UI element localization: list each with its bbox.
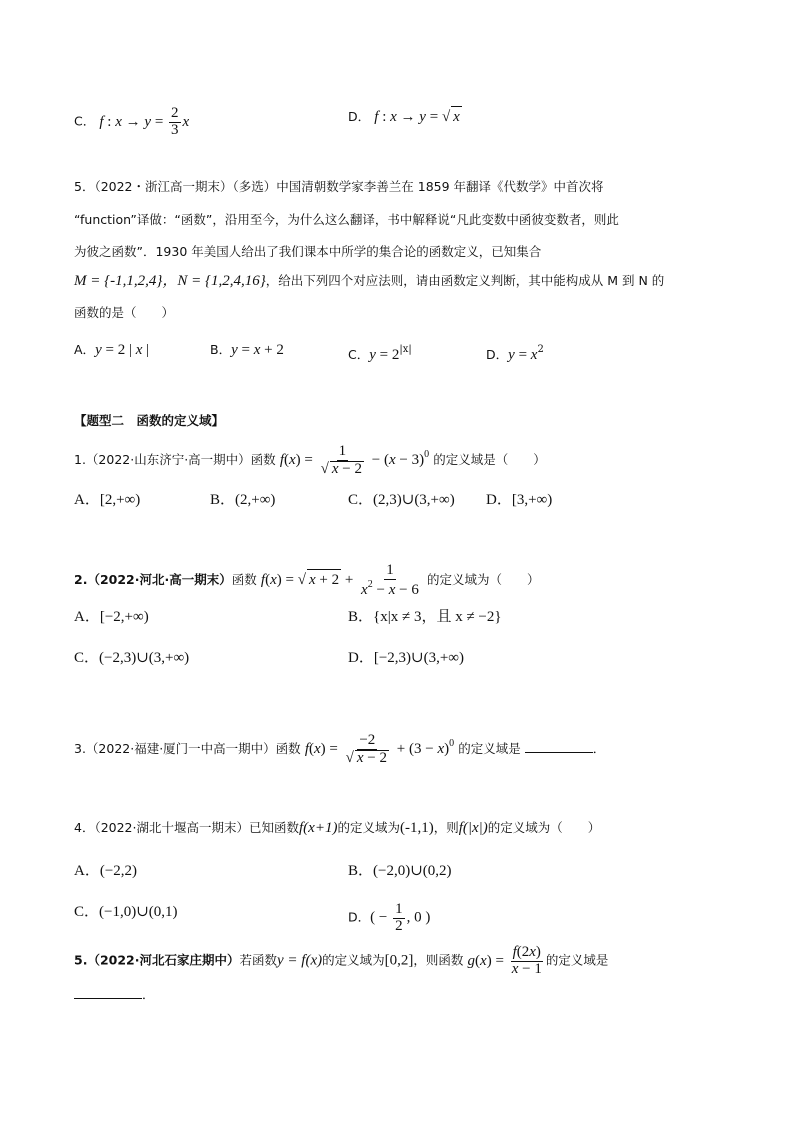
q1-prefix: 1.（2022·山东济宁·高一期中）函数 <box>74 452 276 468</box>
option-c-expr: f : x → y = $\frac{2}{3}$ x <box>99 105 190 138</box>
q4-expr2: (-1,1) <box>399 820 434 836</box>
q2-option-a: A．[−2,+∞) <box>74 609 149 625</box>
q2-option-b: B．{x|x ≠ 3，且 x ≠ −2} <box>348 609 502 625</box>
q5b-suffix: 的定义域是 <box>545 952 609 968</box>
q5b-prefix: 5.（2022·河北石家庄期中） <box>74 952 240 968</box>
q5b-answer-blank <box>74 986 142 999</box>
q1-option-a: A．[2,+∞) <box>74 492 141 508</box>
q4-option-b: B．(−2,0)∪(0,2) <box>348 863 452 879</box>
q3-expr: f(x) = $\frac{-2}{√ x - 2}$ + $(3 - x)^0$ <box>304 732 455 766</box>
q4-suffix: 的定义域为（ ） <box>487 820 601 835</box>
q1-stem <box>74 444 546 478</box>
q4-mid: 的定义域为 <box>337 820 400 835</box>
q5b-expr1: y = f(x) <box>277 952 323 969</box>
q1-option-b: B．(2,+∞) <box>210 492 276 508</box>
option-d-label: D． <box>348 109 371 124</box>
q5a-line4 <box>74 271 664 292</box>
q3-prefix: 3.（2022·福建·厦门一中高一期中）函数 <box>74 741 301 757</box>
q1-expr: f(x) = $\frac{1}{√ x - 2}$ − $(x - 3)^0$ <box>279 443 430 477</box>
q5a-line3: 为彼之函数”．1930 年美国人给出了我们课本中所学的集合论的函数定义，已知集合 <box>74 244 542 259</box>
q5b-text3: ，则函数 <box>413 952 464 968</box>
q4-mid2: ，则 <box>433 820 459 835</box>
q2-stem <box>74 563 539 599</box>
section-title: 【题型二 函数的定义域】 <box>74 413 225 428</box>
q2-suffix: 的定义域为（ ） <box>426 572 540 588</box>
q1-suffix: 的定义域是（ ） <box>433 452 546 468</box>
q5a-sets: M = {-1,1,2,4}，N = {1,2,4,16} <box>74 273 266 289</box>
document-page: C． f : x → y = $\frac{2}{3}$ x D． f : x → y = √ x 5．（2022・浙江高一期末）（多选）中国清朝数学家李善兰在 1859 年翻译《代数学》中首次将 “function”译做：“函数”，沿用至今，为什么这么翻译，书中解释说“凡此变数中函彼变数者，则此 为彼之函数”．1930 年美国人给出了我们课本中所学的集合论的函数定义，已知集合 M = {-1,1,2,4}，N = {1,2,4,16}，给出下列四个对应法则，请由函数定义判断，其中能构成从 M 到 N 的 函数的是（ ） A．y = 2 | x | B．y = x + 2 C．$y = 2^{|x|}$ D．$y = x^2$ 【题型二 函数的定义域】 1.（2022·山东济宁·高一期中）函数 f(x) = $\frac{1}{√ x - 2}$ − $(x - 3)^0$ 的定义域是（ ） A．[2,+∞) B．(2,+∞) C．(2,3)∪(3,+∞) D．[3,+∞) 2.（2022·河北·高一期末）函数 f(x) = √ x + 2 + $\frac{1}{x^2 - x - 6}$ 的定义域为（ ） A．[−2,+∞) B．{x|x ≠ 3，且 x ≠ −2} C．(−2,3)∪(3,+∞) D．[−2,3)∪(3,+∞) 3.（2022·福建·厦门一中高一期中）函数 f(x) = $\frac{-2}{√ x - 2}$ + $(3 - x)^0$ 的定义域是 ． 4．（2022·湖北十堰高一期末）已知函数f(x+1)的定义域为(-1,1)，则f(|x|)的定义域为（ ） A．(−2,2) B．(−2,0)∪(0,2) C．(−1,0)∪(0,1) D．( − $\frac{1}{2}$ , 0 ) 5.（2022·河北石家庄期中）若函数y = f(x)的定义域为[0,2]，则函数 g(x) = $\frac{f(2x)}{x - 1}$ 的定义域是 ． <box>0 0 794 1123</box>
q3-answer-blank <box>525 740 593 753</box>
q2-prefix2: 函数 <box>231 572 257 588</box>
q2-prefix: 2.（2022·河北·高一期末） <box>74 572 232 588</box>
top-option-c <box>74 106 189 139</box>
q4-stem <box>74 818 600 839</box>
q4-option-a: A．(−2,2) <box>74 863 138 879</box>
q4-option-c: C．(−1,0)∪(0,1) <box>74 904 178 920</box>
option-c-label: C． <box>74 113 96 129</box>
q5b-text2: 的定义域为 <box>322 952 385 968</box>
q1-option-c: C．(2,3)∪(3,+∞) <box>348 492 455 508</box>
q5b-answer-line: ． <box>74 985 155 1006</box>
q5a-line1: 5．（2022・浙江高一期末）（多选）中国清朝数学家李善兰在 1859 年翻译《代数学》中首次将 <box>74 179 604 194</box>
q5b-expr3: g(x) = $\frac{f(2x)}{x - 1}$ <box>467 944 542 977</box>
option-d-expr: f : x → y = √ x <box>374 109 462 125</box>
q5a-line4-text: ，给出下列四个对应法则，请由函数定义判断，其中能构成从 M 到 N 的 <box>265 273 665 288</box>
q3-stem: 3.（2022·福建·厦门一中高一期中）函数 f(x) = $\frac{-2}{√ x - 2}$ + $(3 - x)^0$ 的定义域是 ． <box>74 732 606 766</box>
q2-option-c: C．(−2,3)∪(3,+∞) <box>74 650 190 666</box>
q5a-line5: 函数的是（ ） <box>74 305 175 320</box>
q5b-stem <box>74 945 608 978</box>
q3-suffix: 的定义域是 <box>458 741 521 757</box>
q4-option-d: D．( − $\frac{1}{2}$ , 0 ) <box>348 901 431 934</box>
q5a-line2: “function”译做：“函数”，沿用至今，为什么这么翻译，书中解释说“凡此变数中函彼变数者，则此 <box>74 212 619 227</box>
q2-expr: f(x) = √ x + 2 + $\frac{1}{x^2 - x - 6}$ <box>260 562 419 598</box>
q2-option-d: D．[−2,3)∪(3,+∞) <box>348 650 464 666</box>
q4-prefix: 4．（2022·湖北十堰高一期末）已知函数 <box>74 820 299 835</box>
q1-option-d: D．[3,+∞) <box>486 492 553 508</box>
q5b-expr2: [0,2] <box>384 952 414 969</box>
top-option-d <box>348 106 462 128</box>
q5b-text1: 若函数 <box>239 952 278 968</box>
q4-expr3: f(|x|) <box>458 820 488 836</box>
q4-expr1: f(x+1) <box>299 820 338 836</box>
